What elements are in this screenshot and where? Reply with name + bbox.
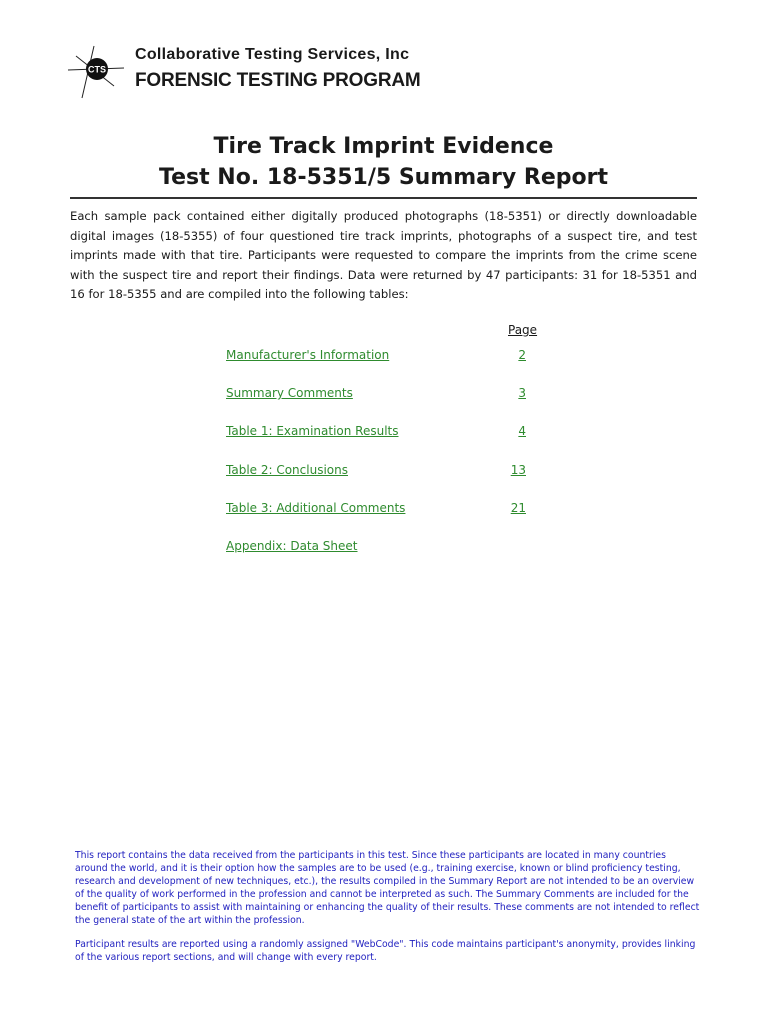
toc-page-link[interactable]: 2 bbox=[518, 348, 526, 362]
toc-page-heading: Page bbox=[508, 323, 538, 337]
toc-item bbox=[226, 348, 526, 362]
toc-link-conclusions[interactable]: Table 2: Conclusions bbox=[226, 463, 348, 477]
disclaimer-paragraph: This report contains the data received from the participants in this test. Since these participants are located in many countries around the world, and it is their option how the samples are to be used (e.g., training exercise, known or blind proficiency testing, research and development of new techniques, etc.), the results compiled in the Summary Report are not intended to be an overview of the quality of work performed in the profession and cannot be interpreted as such. The Summary Comments are included for the benefit of participants to assist with maintaining or enhancing the quality of their results. These comments are not intended to reflect the general state of the art within the profession. bbox=[75, 850, 700, 926]
toc-item bbox=[226, 501, 526, 515]
webcode-note: Participant results are reported using a randomly assigned "WebCode". This code maintains participant's anonymity, provides linking of the various report sections, and will change with every report. bbox=[75, 939, 696, 963]
toc-link-appendix-data-sheet[interactable]: Appendix: Data Sheet bbox=[226, 539, 358, 553]
toc-page-link[interactable]: 21 bbox=[510, 501, 526, 515]
toc-item bbox=[226, 424, 526, 438]
toc-item bbox=[226, 539, 526, 553]
title-divider bbox=[70, 197, 697, 199]
report-subtitle: Test No. 18-5351/5 Summary Report bbox=[159, 165, 608, 190]
toc-item bbox=[226, 463, 526, 477]
toc-page-link[interactable]: 13 bbox=[510, 463, 526, 477]
toc-link-summary-comments[interactable]: Summary Comments bbox=[226, 386, 353, 400]
toc-item bbox=[226, 386, 526, 400]
toc-link-manufacturers-information[interactable]: Manufacturer's Information bbox=[226, 348, 390, 362]
toc-page-link[interactable]: 4 bbox=[518, 424, 526, 438]
logo-text: CTS bbox=[88, 64, 106, 75]
program-name: FORENSIC TESTING PROGRAM bbox=[135, 70, 421, 91]
intro-paragraph: Each sample pack contained either digitally produced photographs (18-5351) or directly downloadable digital images (18-5355) of four questioned tire track imprints, photographs of a suspect tire, and test imprints made with that tire. Participants were requested to compare the imprints from the crime scene with the suspect tire and report their findings. Data were returned by 47 participants: 31 for 18-5351 and 16 for 18-5355 and are compiled into the following tables: bbox=[70, 209, 697, 301]
cts-logo bbox=[64, 44, 130, 100]
toc-page-link[interactable]: 3 bbox=[518, 386, 526, 400]
company-name: Collaborative Testing Services, Inc bbox=[135, 46, 410, 63]
toc-link-additional-comments[interactable]: Table 3: Additional Comments bbox=[226, 501, 406, 515]
report-title: Tire Track Imprint Evidence bbox=[213, 134, 554, 159]
toc-link-examination-results[interactable]: Table 1: Examination Results bbox=[226, 424, 399, 438]
